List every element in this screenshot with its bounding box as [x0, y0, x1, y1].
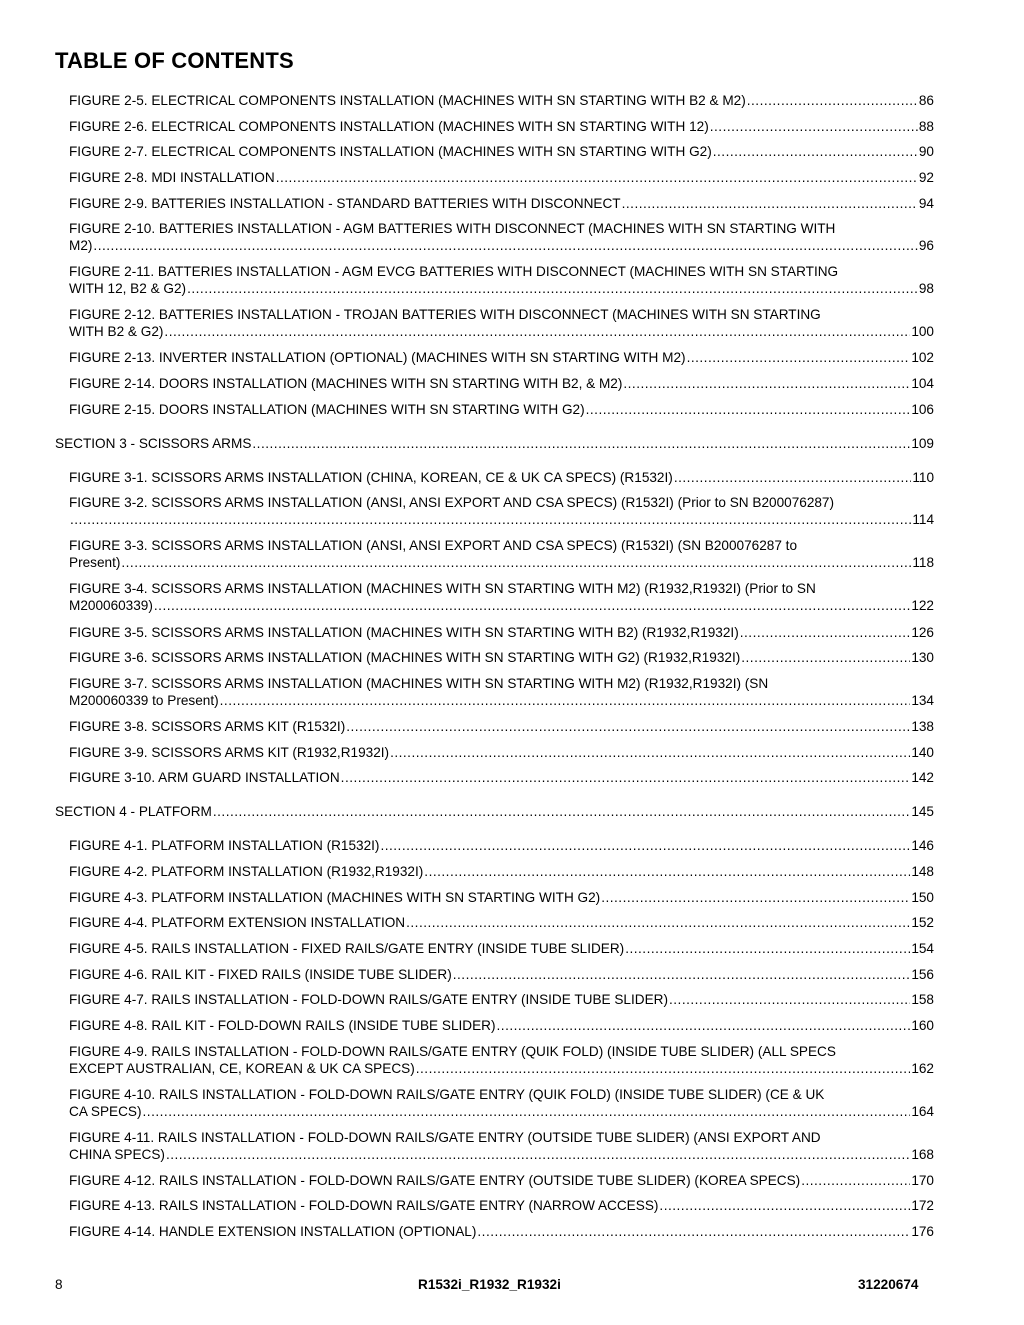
- toc-entry-line: [69, 1146, 934, 1163]
- toc-entry-line: [69, 401, 934, 418]
- toc-entry-line: [69, 863, 934, 880]
- toc-entry-title: FIGURE 3-5. SCISSORS ARMS INSTALLATION (MACHINES WITH SN STARTING WITH B2) (R1932,R1932I): [69, 625, 739, 640]
- toc-entry-page: 96: [918, 238, 934, 253]
- toc-entry-first-line: FIGURE 4-9. RAILS INSTALLATION - FOLD-DOWN RAILS/GATE ENTRY (QUIK FOLD) (INSIDE TUBE SLIDER) (ALL SPECS: [69, 1044, 836, 1059]
- toc-figure-entry[interactable]: [69, 718, 934, 735]
- toc-entry-title: M2): [69, 238, 93, 253]
- dot-leader: [121, 554, 911, 571]
- toc-entry-title: FIGURE 4-7. RAILS INSTALLATION - FOLD-DOWN RAILS/GATE ENTRY (INSIDE TUBE SLIDER): [69, 992, 668, 1007]
- toc-entry-first-line: FIGURE 4-10. RAILS INSTALLATION - FOLD-DOWN RAILS/GATE ENTRY (QUIK FOLD) (INSIDE TUBE SLIDER) (CE & UK: [69, 1087, 825, 1102]
- toc-entry-title: FIGURE 4-6. RAIL KIT - FIXED RAILS (INSIDE TUBE SLIDER): [69, 967, 452, 982]
- toc-entry-first-line: FIGURE 2-12. BATTERIES INSTALLATION - TROJAN BATTERIES WITH DISCONNECT (MACHINES WITH SN STARTING: [69, 307, 821, 322]
- dot-leader: [213, 803, 910, 820]
- toc-entry-first-line: FIGURE 3-7. SCISSORS ARMS INSTALLATION (MACHINES WITH SN STARTING WITH M2) (R1932,R1932I) (SN: [69, 676, 769, 691]
- footer-doc-number: 31220674: [858, 1277, 919, 1292]
- toc-entry-line: [69, 1103, 934, 1120]
- page-title: TABLE OF CONTENTS: [55, 48, 294, 73]
- toc-entry-line: [69, 143, 934, 160]
- toc-entry-first-line: FIGURE 2-11. BATTERIES INSTALLATION - AGM EVCG BATTERIES WITH DISCONNECT (MACHINES WITH SN STARTING: [69, 264, 839, 279]
- dot-leader: [710, 118, 918, 135]
- toc-figure-entry[interactable]: [69, 349, 934, 366]
- dot-leader: [747, 92, 918, 109]
- toc-figure-entry[interactable]: [69, 580, 934, 614]
- dot-leader: [623, 375, 910, 392]
- toc-entry-first-line: FIGURE 3-2. SCISSORS ARMS INSTALLATION (ANSI, ANSI EXPORT AND CSA SPECS) (R1532I) (Prior to SN B200076287): [69, 495, 835, 510]
- toc-entry-title: FIGURE 4-13. RAILS INSTALLATION - FOLD-DOWN RAILS/GATE ENTRY (NARROW ACCESS): [69, 1198, 659, 1213]
- toc-figure-entry[interactable]: [69, 494, 934, 528]
- dot-leader: [674, 469, 912, 486]
- toc-entry-line: [69, 1223, 934, 1240]
- toc-figure-entry[interactable]: [69, 1086, 934, 1120]
- toc-figure-entry[interactable]: [69, 940, 934, 957]
- toc-entry-title: FIGURE 4-12. RAILS INSTALLATION - FOLD-DOWN RAILS/GATE ENTRY (OUTSIDE TUBE SLIDER) (KOREA SPECS): [69, 1173, 801, 1188]
- dot-leader: [625, 940, 910, 957]
- toc-entry-line: [69, 1017, 934, 1034]
- toc-entry-page: 162: [911, 1061, 934, 1076]
- dot-leader: [586, 401, 911, 418]
- toc-figure-entry[interactable]: [69, 375, 934, 392]
- toc-figure-entry[interactable]: [69, 966, 934, 983]
- toc-entry-line: [69, 349, 934, 366]
- toc-entry-page: 170: [911, 1173, 934, 1188]
- toc-entry-line: [69, 744, 934, 761]
- dot-leader: [477, 1223, 910, 1240]
- toc-entry-line: [69, 1197, 934, 1214]
- toc-entry-line: [69, 195, 934, 212]
- toc-figure-entry[interactable]: [69, 744, 934, 761]
- dot-leader: [801, 1172, 910, 1189]
- toc-figure-entry[interactable]: [69, 306, 934, 340]
- dot-leader: [601, 889, 910, 906]
- dot-leader: [93, 237, 917, 254]
- toc-entry-title: FIGURE 4-1. PLATFORM INSTALLATION (R1532I): [69, 838, 380, 853]
- toc-figure-entry[interactable]: [69, 401, 934, 418]
- toc-entry-page: 100: [911, 324, 934, 339]
- toc-entry-title: FIGURE 2-5. ELECTRICAL COMPONENTS INSTALLATION (MACHINES WITH SN STARTING WITH B2 & M2): [69, 93, 746, 108]
- toc-entry-title: FIGURE 3-1. SCISSORS ARMS INSTALLATION (CHINA, KOREAN, CE & UK CA SPECS) (R1532I): [69, 470, 673, 485]
- dot-leader: [341, 769, 911, 786]
- dot-leader: [187, 280, 918, 297]
- dot-leader: [497, 1017, 911, 1034]
- toc-entry-title: FIGURE 3-8. SCISSORS ARMS KIT (R1532I): [69, 719, 346, 734]
- toc-entry-page: 118: [912, 555, 934, 570]
- toc-entry-line: [55, 435, 934, 452]
- toc-figure-entry[interactable]: [69, 1223, 934, 1240]
- toc-entry-page: 164: [911, 1104, 934, 1119]
- toc-entry-line: [69, 280, 934, 297]
- dot-leader: [346, 718, 910, 735]
- footer-model: R1532i_R1932_R1932i: [418, 1277, 561, 1292]
- toc-entry-page: 156: [911, 967, 934, 982]
- dot-leader: [740, 624, 911, 641]
- toc-entry-title: M200060339): [69, 598, 153, 613]
- toc-entry-title: SECTION 3 - SCISSORS ARMS: [55, 436, 252, 451]
- toc-entry-title: WITH 12, B2 & G2): [69, 281, 187, 296]
- toc-entry-line: [69, 469, 934, 486]
- dot-leader: [416, 1060, 911, 1077]
- toc-entry-line: [69, 991, 934, 1008]
- dot-leader: [713, 143, 918, 160]
- toc-entry-page: 92: [918, 170, 934, 185]
- toc-entry-title: FIGURE 2-6. ELECTRICAL COMPONENTS INSTALLATION (MACHINES WITH SN STARTING WITH 12): [69, 119, 709, 134]
- toc-entry-title: FIGURE 3-9. SCISSORS ARMS KIT (R1932,R1932I): [69, 745, 390, 760]
- toc-figure-entry[interactable]: [69, 118, 934, 135]
- toc-entry-page: 114: [912, 512, 934, 527]
- toc-figure-entry[interactable]: [69, 1197, 934, 1214]
- toc-section-entry[interactable]: [55, 803, 934, 820]
- toc-entry-line: [69, 1060, 934, 1077]
- dot-leader: [154, 597, 910, 614]
- toc-entry-line: [69, 914, 934, 931]
- toc-entry-page: 146: [911, 838, 934, 853]
- dot-leader: [453, 966, 911, 983]
- toc-entry-title: FIGURE 4-4. PLATFORM EXTENSION INSTALLATION: [69, 915, 406, 930]
- toc-entry-page: 158: [911, 992, 934, 1007]
- toc-entry-page: 88: [918, 119, 934, 134]
- toc-entry-title: FIGURE 2-9. BATTERIES INSTALLATION - STANDARD BATTERIES WITH DISCONNECT: [69, 196, 621, 211]
- toc-figure-entry[interactable]: [69, 624, 934, 641]
- dot-leader: [424, 863, 910, 880]
- toc-entry-page: 154: [911, 941, 934, 956]
- toc-figure-entry[interactable]: [69, 675, 934, 709]
- toc-entry-first-line: FIGURE 3-3. SCISSORS ARMS INSTALLATION (ANSI, ANSI EXPORT AND CSA SPECS) (R1532I) (SN B200076287 to: [69, 538, 798, 553]
- toc-entry-title: SECTION 4 - PLATFORM: [55, 804, 212, 819]
- toc-entry-page: 148: [911, 864, 934, 879]
- dot-leader: [164, 323, 910, 340]
- toc-section-entry[interactable]: [55, 435, 934, 452]
- toc-entry-title: WITH B2 & G2): [69, 324, 164, 339]
- dot-leader: [390, 744, 910, 761]
- toc-entry-page: 110: [912, 470, 934, 485]
- toc-entry-title: FIGURE 2-13. INVERTER INSTALLATION (OPTIONAL) (MACHINES WITH SN STARTING WITH M2): [69, 350, 686, 365]
- toc-entry-line: [55, 803, 934, 820]
- toc-figure-entry[interactable]: [69, 889, 934, 906]
- toc-figure-entry[interactable]: [69, 1129, 934, 1163]
- toc-figure-entry[interactable]: [69, 863, 934, 880]
- footer-page-number: 8: [55, 1277, 63, 1292]
- toc-figure-entry[interactable]: [69, 220, 934, 254]
- toc-entry-line: [69, 375, 934, 392]
- toc-entry-title: Present): [69, 555, 121, 570]
- toc-entry-page: 109: [911, 436, 934, 451]
- toc-entry-page: 134: [911, 693, 934, 708]
- dot-leader: [687, 349, 911, 366]
- toc-entry-first-line: FIGURE 2-10. BATTERIES INSTALLATION - AGM BATTERIES WITH DISCONNECT (MACHINES WITH SN STARTING WITH: [69, 221, 836, 236]
- toc-figure-entry[interactable]: [69, 837, 934, 854]
- toc-entry-page: 152: [911, 915, 934, 930]
- toc-entry-line: [69, 1172, 934, 1189]
- dot-leader: [166, 1146, 910, 1163]
- toc-entry-page: 160: [911, 1018, 934, 1033]
- toc-entry-page: 142: [911, 770, 934, 785]
- toc-entry-title: FIGURE 3-10. ARM GUARD INSTALLATION: [69, 770, 340, 785]
- toc-entry-title: FIGURE 4-3. PLATFORM INSTALLATION (MACHINES WITH SN STARTING WITH G2): [69, 890, 601, 905]
- toc-entry-page: 126: [911, 625, 934, 640]
- toc-entry-line: [69, 837, 934, 854]
- toc-figure-entry[interactable]: [69, 143, 934, 160]
- toc-entry-line: [69, 718, 934, 735]
- toc-entry-page: 168: [911, 1147, 934, 1162]
- dot-leader: [622, 195, 918, 212]
- toc-entry-title: FIGURE 4-8. RAIL KIT - FOLD-DOWN RAILS (INSIDE TUBE SLIDER): [69, 1018, 496, 1033]
- toc-entry-line: [69, 940, 934, 957]
- toc-entry-page: 102: [911, 350, 934, 365]
- toc-entry-line: [69, 92, 934, 109]
- toc-entry-first-line: FIGURE 4-11. RAILS INSTALLATION - FOLD-DOWN RAILS/GATE ENTRY (OUTSIDE TUBE SLIDER) (ANSI EXPORT AND: [69, 1130, 821, 1145]
- toc-figure-entry[interactable]: [69, 1017, 934, 1034]
- toc-entry-title: CHINA SPECS): [69, 1147, 165, 1162]
- dot-leader: [406, 914, 910, 931]
- dot-leader: [659, 1197, 910, 1214]
- toc-entry-line: [69, 511, 934, 528]
- toc-figure-entry[interactable]: [69, 914, 934, 931]
- toc-entry-line: [69, 769, 934, 786]
- toc-entry-page: 130: [911, 650, 934, 665]
- toc-entry-line: [69, 237, 934, 254]
- toc-entry-line: [69, 597, 934, 614]
- toc-entry-title: FIGURE 4-5. RAILS INSTALLATION - FIXED RAILS/GATE ENTRY (INSIDE TUBE SLIDER): [69, 941, 625, 956]
- toc-entry-title: FIGURE 3-6. SCISSORS ARMS INSTALLATION (MACHINES WITH SN STARTING WITH G2) (R1932,R1932I): [69, 650, 741, 665]
- toc-figure-entry[interactable]: [69, 92, 934, 109]
- toc-entry-page: 104: [911, 376, 934, 391]
- toc-entry-page: 98: [918, 281, 934, 296]
- toc-figure-entry[interactable]: [69, 169, 934, 186]
- toc-entry-line: [69, 554, 934, 571]
- toc-entry-page: 122: [911, 598, 934, 613]
- toc-entry-line: [69, 118, 934, 135]
- toc-figure-entry[interactable]: [69, 649, 934, 666]
- dot-leader: [741, 649, 910, 666]
- toc-entry-line: [69, 889, 934, 906]
- toc-entry-page: 176: [911, 1224, 934, 1239]
- toc-entry-page: 150: [911, 890, 934, 905]
- toc-entry-page: 172: [911, 1198, 934, 1213]
- dot-leader: [220, 692, 911, 709]
- toc-figure-entry[interactable]: [69, 195, 934, 212]
- toc-figure-entry[interactable]: [69, 1043, 934, 1077]
- dot-leader: [380, 837, 910, 854]
- toc-entry-page: 140: [911, 745, 934, 760]
- toc-entry-page: 86: [918, 93, 934, 108]
- dot-leader: [669, 991, 910, 1008]
- toc-figure-entry[interactable]: [69, 1172, 934, 1189]
- toc-entry-title: FIGURE 4-2. PLATFORM INSTALLATION (R1932,R1932I): [69, 864, 424, 879]
- dot-leader: [276, 169, 918, 186]
- toc-entry-title: CA SPECS): [69, 1104, 142, 1119]
- toc-entry-title: FIGURE 2-14. DOORS INSTALLATION (MACHINES WITH SN STARTING WITH B2, & M2): [69, 376, 623, 391]
- dot-leader: [143, 1103, 911, 1120]
- toc-entry-first-line: FIGURE 3-4. SCISSORS ARMS INSTALLATION (MACHINES WITH SN STARTING WITH M2) (R1932,R1932I) (Prior to SN: [69, 581, 816, 596]
- toc-entry-title: FIGURE 4-14. HANDLE EXTENSION INSTALLATION (OPTIONAL): [69, 1224, 477, 1239]
- toc-entry-line: [69, 649, 934, 666]
- toc-figure-entry[interactable]: [69, 469, 934, 486]
- toc-entry-page: 138: [911, 719, 934, 734]
- dot-leader: [70, 511, 911, 528]
- toc-figure-entry[interactable]: [69, 537, 934, 571]
- toc-entry-page: 106: [911, 402, 934, 417]
- toc-entry-line: [69, 624, 934, 641]
- toc-entry-title: FIGURE 2-7. ELECTRICAL COMPONENTS INSTALLATION (MACHINES WITH SN STARTING WITH G2): [69, 144, 712, 159]
- dot-leader: [252, 435, 910, 452]
- toc-entry-line: [69, 169, 934, 186]
- toc-figure-entry[interactable]: [69, 769, 934, 786]
- toc-entry-line: [69, 323, 934, 340]
- toc-entry-line: [69, 692, 934, 709]
- toc-figure-entry[interactable]: [69, 991, 934, 1008]
- toc-entry-page: 94: [918, 196, 934, 211]
- toc-entry-title: EXCEPT AUSTRALIAN, CE, KOREAN & UK CA SPECS): [69, 1061, 415, 1076]
- toc-figure-entry[interactable]: [69, 263, 934, 297]
- toc-entry-page: 145: [911, 804, 934, 819]
- toc-entry-title: FIGURE 2-15. DOORS INSTALLATION (MACHINES WITH SN STARTING WITH G2): [69, 402, 585, 417]
- toc-entry-title: FIGURE 2-8. MDI INSTALLATION: [69, 170, 275, 185]
- toc-entry-page: 90: [918, 144, 934, 159]
- toc-entry-title: M200060339 to Present): [69, 693, 219, 708]
- toc-entry-line: [69, 966, 934, 983]
